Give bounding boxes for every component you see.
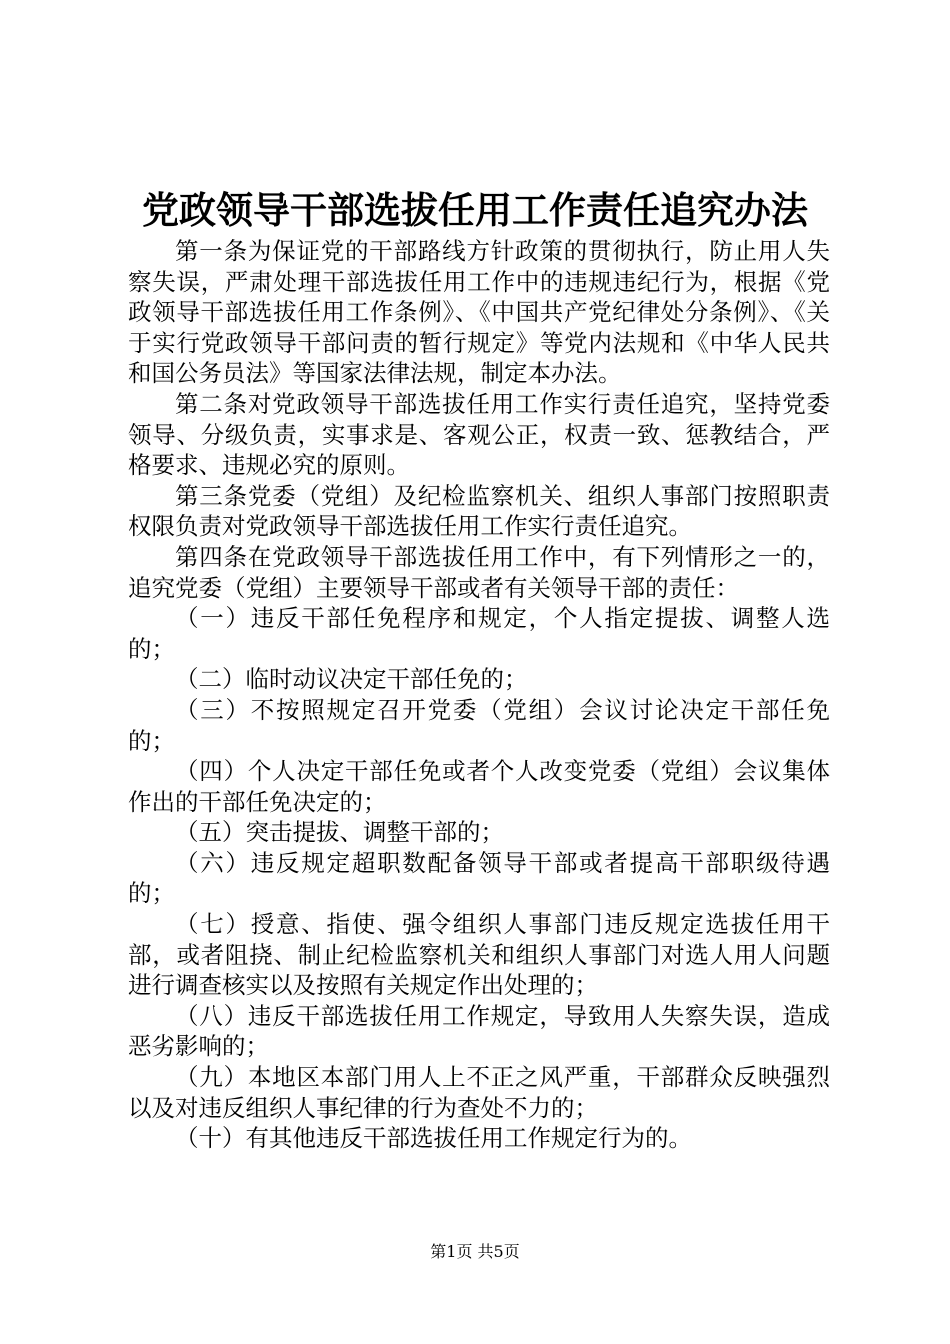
list-item: （四）个人决定干部任免或者个人改变党委（党组）会议集体作出的干部任免决定的；: [128, 757, 830, 816]
paragraph-article-2: 第二条对党政领导干部选拔任用工作实行责任追究，坚持党委领导、分级负责，实事求是、客观公正，权责一致、惩教结合，严格要求、违规必究的原则。: [128, 389, 830, 480]
paragraph-article-1: 第一条为保证党的干部路线方针政策的贯彻执行，防止用人失察失误，严肃处理干部选拔任用工作中的违规违纪行为，根据《党政领导干部选拔任用工作条例》、《中国共产党纪律处分条例》、《关于实行党政领导干部问责的暂行规定》等党内法规和《中华人民共和国公务员法》等国家法律法规，制定本办法。: [128, 237, 830, 388]
list-item: （六）违反规定超职数配备领导干部或者提高干部职级待遇的；: [128, 848, 830, 908]
document-body: [128, 236, 830, 1154]
list-item: （十）有其他违反干部选拔任用工作规定行为的。: [175, 1124, 692, 1153]
paragraph-article-3: 第三条党委（党组）及纪检监察机关、组织人事部门按照职责权限负责对党政领导干部选拔任用工作实行责任追究。: [128, 481, 830, 541]
list-item: （三）不按照规定召开党委（党组）会议讨论决定干部任免的；: [128, 695, 830, 755]
list-item: （二）临时动议决定干部任免的；: [175, 665, 528, 694]
list-item: （五）突击提拔、调整干部的；: [175, 818, 504, 847]
paragraph-article-4: 第四条在党政领导干部选拔任用工作中，有下列情形之一的，追究党委（党组）主要领导干部或者有关领导干部的责任：: [128, 542, 830, 602]
list-item: （八）违反干部选拔任用工作规定，导致用人失察失误，造成恶劣影响的；: [128, 1001, 830, 1061]
page-footer: 第1页 共5页: [430, 1242, 520, 1261]
list-item: （九）本地区本部门用人上不正之风严重，干部群众反映强烈以及对违反组织人事纪律的行为查处不力的；: [128, 1063, 830, 1122]
list-item: （七）授意、指使、强令组织人事部门违反规定选拔任用干部，或者阻挠、制止纪检监察机关和组织人事部门对选人用人问题进行调查核实以及按照有关规定作出处理的；: [128, 910, 830, 1000]
list-item: （一）违反干部任免程序和规定，个人指定提拔、调整人选的；: [128, 604, 830, 663]
document-title: 党政领导干部选拔任用工作责任追究办法: [142, 188, 808, 232]
